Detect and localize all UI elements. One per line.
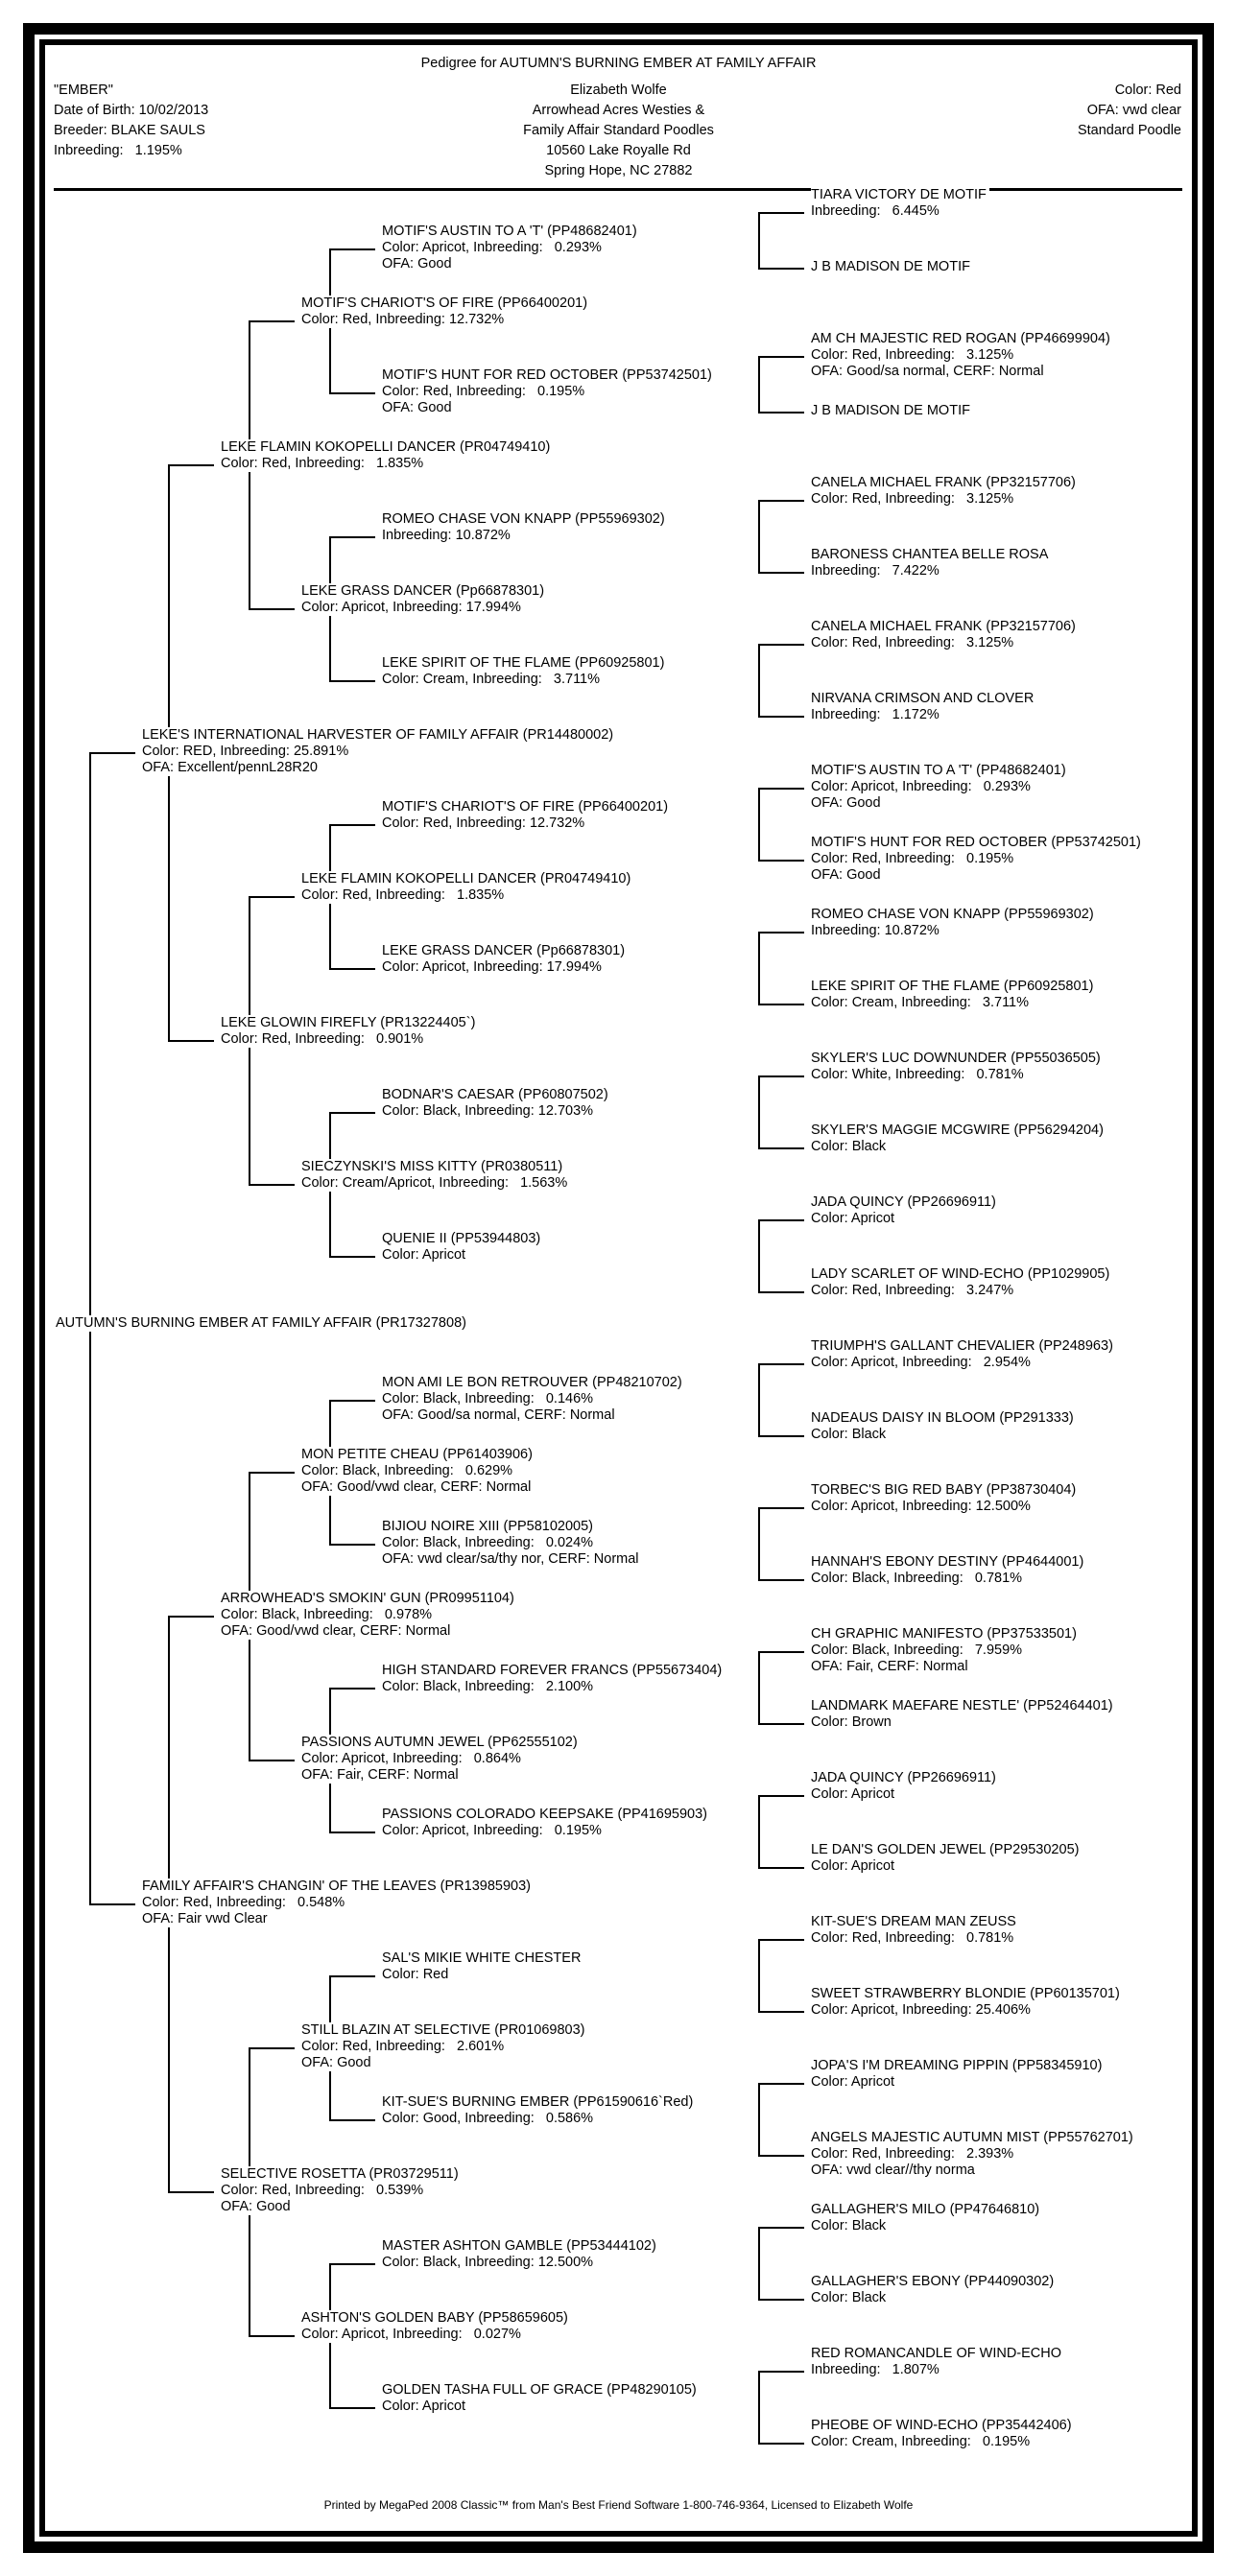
dog-name: SELECTIVE ROSETTA (PR03729511) [221, 2166, 459, 2182]
tree-connector-line [758, 1075, 804, 1077]
dog-detail-line: Color: Red, Inbreeding: 0.539% [221, 2183, 424, 2198]
tree-connector-line [758, 1219, 760, 1293]
dog-name: GOLDEN TASHA FULL OF GRACE (PP48290105) [382, 2382, 697, 2398]
dog-detail-line: Color: Black [811, 1427, 887, 1442]
pedigree-node [811, 2418, 1075, 2450]
dog-name: LE DAN'S GOLDEN JEWEL (PP29530205) [811, 1842, 1080, 1857]
tree-connector-line [758, 716, 804, 718]
tree-connector-line [758, 1291, 804, 1293]
pedigree-node [382, 367, 715, 416]
dog-name: QUENIE II (PP53944803) [382, 1231, 541, 1246]
pedigree-node [811, 403, 973, 419]
dog-detail-line: Color: Cream, Inbreeding: 0.195% [811, 2434, 1031, 2449]
dog-detail-line: Color: Apricot, Inbreeding: 0.027% [301, 2327, 521, 2342]
dog-name: LEKE GRASS DANCER (Pp66878301) [382, 943, 626, 958]
tree-connector-line [758, 1363, 804, 1365]
dog-name: KIT-SUE'S DREAM MAN ZEUSS [811, 1914, 1016, 1929]
tree-connector-line [168, 1616, 214, 1618]
dog-name: MOTIF'S CHARIOT'S OF FIRE (PP66400201) [382, 799, 669, 815]
dog-name: MON PETITE CHEAU (PP61403906) [301, 1447, 533, 1462]
dog-name: JADA QUINCY (PP26696911) [811, 1194, 996, 1210]
pedigree-node [382, 2382, 700, 2415]
dog-detail-line: Color: Red, Inbreeding: 12.732% [301, 312, 505, 327]
dog-detail-line: OFA: Good [811, 867, 881, 883]
pedigree-node [382, 2094, 696, 2127]
dog-detail-line: Color: Apricot [811, 2074, 895, 2090]
pedigree-node [382, 1807, 710, 1839]
dog-detail-line: Color: Red, Inbreeding: 3.125% [811, 347, 1014, 363]
tree-connector-line [758, 644, 804, 646]
dog-name: JOPA'S I'M DREAMING PIPPIN (PP58345910) [811, 2058, 1103, 2073]
dog-detail-line: Color: Cream, Inbreeding: 3.711% [811, 995, 1030, 1010]
dog-name: MOTIF'S CHARIOT'S OF FIRE (PP66400201) [301, 295, 588, 311]
tree-connector-line [758, 2371, 804, 2373]
owner-name: Elizabeth Wolfe [570, 83, 667, 98]
dog-name: J B MADISON DE MOTIF [811, 259, 970, 274]
tree-connector-line [758, 1939, 760, 2013]
tree-connector-line [329, 1832, 375, 1833]
pedigree-node [221, 1591, 517, 1640]
tree-connector-line [168, 464, 214, 466]
tree-connector-line [758, 1147, 804, 1149]
tree-connector-line [758, 212, 760, 270]
dog-detail-line: Color: Apricot [811, 1211, 895, 1226]
dog-name: TORBEC'S BIG RED BABY (PP38730404) [811, 1482, 1077, 1498]
tree-connector-line [758, 1723, 804, 1725]
dog-detail-line: Color: Apricot, Inbreeding: 25.406% [811, 2002, 1031, 2018]
tree-connector-line [758, 1867, 804, 1869]
pedigree-node [811, 619, 1079, 651]
pedigree-node [221, 439, 553, 472]
pedigree-node [811, 2058, 1105, 2091]
dog-detail-line: Color: Brown [811, 1714, 892, 1730]
dog-detail-line: Color: Red, Inbreeding: 12.732% [382, 815, 585, 831]
tree-connector-line [758, 1939, 804, 1941]
tree-connector-line [758, 356, 760, 414]
tree-connector-line [329, 2407, 375, 2409]
dog-detail-line: Color: Black, Inbreeding: 2.100% [382, 1679, 594, 1694]
dog-name: ROMEO CHASE VON KNAPP (PP55969302) [811, 907, 1094, 922]
tree-connector-line [249, 2047, 295, 2049]
pedigree-node [382, 943, 628, 976]
pedigree-node [811, 1986, 1123, 2019]
tree-connector-line [758, 1795, 804, 1797]
footer-text: Printed by MegaPed 2008 Classic™ from Man's Best Friend Software 1-800-746-9364, Licensed to Elizabeth Wolfe [323, 2498, 914, 2512]
tree-connector-line [758, 932, 804, 934]
tree-connector-line [329, 2263, 375, 2265]
dog-name: RED ROMANCANDLE OF WIND-ECHO [811, 2346, 1062, 2361]
dog-detail-line: Color: Black, Inbreeding: 0.629% [301, 1463, 513, 1478]
pedigree-node [811, 475, 1079, 508]
pedigree-node [382, 2238, 659, 2271]
pedigree-node [811, 2202, 1042, 2234]
tree-connector-line [758, 1579, 804, 1581]
dog-name: NIRVANA CRIMSON AND CLOVER [811, 691, 1035, 706]
tree-connector-line [329, 1544, 375, 1546]
pedigree-node [811, 1482, 1079, 1515]
dog-detail-line: Color: Cream, Inbreeding: 3.711% [382, 672, 601, 687]
dog-detail-line: OFA: Good/sa normal, CERF: Normal [382, 1407, 615, 1423]
dog-name: ROMEO CHASE VON KNAPP (PP55969302) [382, 511, 665, 527]
tree-connector-line [758, 268, 804, 270]
dog-name: SAL'S MIKIE WHITE CHESTER [382, 1950, 582, 1966]
dog-detail-line: Color: Red, Inbreeding: 1.835% [221, 456, 424, 471]
tree-connector-line [329, 968, 375, 970]
tree-connector-line [249, 320, 295, 322]
tree-connector-line [758, 1651, 760, 1725]
pedigree-node [811, 835, 1144, 884]
dog-detail-line: Color: Apricot, Inbreeding: 0.293% [811, 779, 1031, 794]
dog-name: LADY SCARLET OF WIND-ECHO (PP1029905) [811, 1266, 1110, 1282]
dog-detail-line: Color: Red, Inbreeding: 0.901% [221, 1031, 424, 1047]
dog-detail-line: OFA: Good/sa normal, CERF: Normal [811, 364, 1044, 379]
dog-detail-line: Inbreeding: 6.445% [811, 203, 940, 219]
tree-connector-line [758, 2083, 804, 2085]
tree-connector-line [758, 2227, 760, 2301]
call-name: "EMBER" [54, 83, 113, 98]
dog-detail-line: Color: RED, Inbreeding: 25.891% [142, 744, 349, 759]
dog-name: MASTER ASHTON GAMBLE (PP53444102) [382, 2238, 656, 2254]
dog-name: LEKE SPIRIT OF THE FLAME (PP60925801) [811, 979, 1094, 994]
pedigree-node [382, 1087, 611, 1120]
dog-detail-line: Inbreeding: 10.872% [811, 923, 940, 938]
pedigree-node [811, 2274, 1057, 2306]
tree-connector-line [329, 680, 375, 682]
tree-connector-line [758, 2227, 804, 2229]
dog-detail-line: Color: Black, Inbreeding: 12.703% [382, 1103, 594, 1119]
pedigree-node [382, 224, 640, 272]
dog-detail-line: OFA: Good [382, 400, 452, 415]
dog-detail-line: Inbreeding: 1.172% [811, 707, 940, 722]
ofa: OFA: vwd clear [1086, 103, 1181, 118]
dog-detail-line: Color: Apricot, Inbreeding: 17.994% [301, 600, 521, 615]
dog-name: KIT-SUE'S BURNING EMBER (PP61590616`Red) [382, 2094, 694, 2110]
dog-detail-line: OFA: Excellent/pennL28R20 [142, 760, 318, 775]
dog-name: ANGELS MAJESTIC AUTUMN MIST (PP55762701) [811, 2130, 1133, 2145]
tree-connector-line [758, 1004, 804, 1005]
pedigree-node [221, 1015, 478, 1048]
dog-name: BODNAR'S CAESAR (PP60807502) [382, 1087, 608, 1102]
tree-connector-line [758, 412, 804, 414]
pedigree-node [811, 1123, 1106, 1155]
pedigree-node [382, 1519, 642, 1568]
pedigree-node [811, 1194, 999, 1227]
tree-connector-line [758, 2011, 804, 2013]
pedigree-node [382, 655, 667, 688]
pedigree-node [811, 187, 989, 220]
dog-detail-line: Color: Red, Inbreeding: 3.247% [811, 1283, 1014, 1298]
pedigree-node [811, 1698, 1116, 1731]
tree-connector-line [89, 1903, 135, 1905]
dog-name: HANNAH'S EBONY DESTINY (PP4644001) [811, 1554, 1084, 1570]
tree-connector-line [249, 1184, 295, 1186]
dog-detail-line: OFA: Good [811, 795, 881, 811]
dog-name: STILL BLAZIN AT SELECTIVE (PR01069803) [301, 2022, 585, 2038]
dog-detail-line: Color: Black, Inbreeding: 0.146% [382, 1391, 594, 1406]
dog-name: FAMILY AFFAIR'S CHANGIN' OF THE LEAVES (PR13985903) [142, 1879, 531, 1894]
tree-connector-line [329, 248, 375, 250]
dog-name: BIJIOU NOIRE XIII (PP58102005) [382, 1519, 594, 1534]
pedigree-node [811, 331, 1113, 380]
dog-detail-line: Color: Apricot [382, 1247, 466, 1263]
dog-name: CANELA MICHAEL FRANK (PP32157706) [811, 475, 1076, 490]
dog-name: SIECZYNSKI'S MISS KITTY (PR0380511) [301, 1159, 563, 1174]
tree-connector-line [329, 536, 375, 538]
tree-connector-line [249, 896, 295, 898]
tree-connector-line [758, 2083, 760, 2157]
pedigree-node [811, 1770, 999, 1803]
dog-detail-line: Color: Black [811, 2218, 887, 2233]
tree-connector-line [758, 1219, 804, 1221]
tree-connector-line [249, 1472, 295, 1474]
pedigree-node [142, 727, 616, 776]
address-street: 10560 Lake Royalle Rd [546, 143, 691, 158]
dog-name: PASSIONS AUTUMN JEWEL (PP62555102) [301, 1735, 578, 1750]
dog-name: LEKE'S INTERNATIONAL HARVESTER OF FAMILY AFFAIR (PR14480002) [142, 727, 614, 743]
dog-detail-line: OFA: Good [221, 2199, 291, 2214]
dog-name: TRIUMPH'S GALLANT CHEVALIER (PP248963) [811, 1338, 1113, 1354]
dog-detail-line: Color: Red, Inbreeding: 1.835% [301, 887, 505, 903]
page-title: Pedigree for AUTUMN'S BURNING EMBER AT FAMILY AFFAIR [420, 56, 817, 71]
dog-name: MOTIF'S AUSTIN TO A 'T' (PP48682401) [382, 224, 637, 239]
tree-connector-line [329, 1112, 375, 1114]
dog-detail-line: Color: Black, Inbreeding: 7.959% [811, 1642, 1023, 1658]
dog-name: CANELA MICHAEL FRANK (PP32157706) [811, 619, 1076, 634]
tree-connector-line [758, 1651, 804, 1653]
dog-name: SKYLER'S MAGGIE MCGWIRE (PP56294204) [811, 1123, 1104, 1138]
dog-name: MOTIF'S AUSTIN TO A 'T' (PP48682401) [811, 763, 1066, 778]
dog-detail-line: OFA: vwd clear/sa/thy nor, CERF: Normal [382, 1551, 639, 1567]
pedigree-node [811, 1338, 1116, 1371]
tree-connector-line [758, 2443, 804, 2445]
dog-name: J B MADISON DE MOTIF [811, 403, 970, 418]
dog-name: TIARA VICTORY DE MOTIF [811, 187, 987, 202]
tree-connector-line [758, 500, 804, 502]
dog-detail-line: Inbreeding: 1.807% [811, 2362, 940, 2377]
dog-detail-line: Color: Red, Inbreeding: 3.125% [811, 491, 1014, 507]
dog-detail-line: Color: Red, Inbreeding: 3.125% [811, 635, 1014, 650]
dog-name: ASHTON'S GOLDEN BABY (PP58659605) [301, 2310, 568, 2326]
dog-name: ARROWHEAD'S SMOKIN' GUN (PR09951104) [221, 1591, 514, 1606]
dog-detail-line: OFA: Good/vwd clear, CERF: Normal [221, 1623, 451, 1639]
pedigree-node [382, 799, 671, 832]
pedigree-node [811, 547, 1051, 579]
dog-name: JADA QUINCY (PP26696911) [811, 1770, 996, 1785]
tree-connector-line [758, 788, 804, 790]
dog-detail-line: Color: Black [811, 2290, 887, 2305]
pedigree-node [382, 1231, 543, 1264]
tree-connector-line [758, 932, 760, 1005]
pedigree-node [301, 1735, 581, 1784]
tree-connector-line [329, 1975, 375, 1977]
pedigree-node [811, 1626, 1080, 1675]
dog-name: AM CH MAJESTIC RED ROGAN (PP46699904) [811, 331, 1110, 346]
dog-name: SWEET STRAWBERRY BLONDIE (PP60135701) [811, 1986, 1120, 2001]
dog-name: LEKE FLAMIN KOKOPELLI DANCER (PR04749410) [301, 871, 631, 886]
dog-detail-line: Color: Good, Inbreeding: 0.586% [382, 2111, 594, 2126]
tree-connector-line [249, 608, 295, 610]
tree-connector-line [758, 788, 760, 862]
tree-connector-line [758, 500, 760, 574]
dog-name: LEKE GRASS DANCER (Pp66878301) [301, 583, 545, 599]
kennel-line-1: Arrowhead Acres Westies & [532, 103, 705, 118]
tree-connector-line [89, 752, 135, 754]
dog-name: CH GRAPHIC MANIFESTO (PP37533501) [811, 1626, 1077, 1642]
tree-connector-line [758, 1507, 804, 1509]
pedigree-node [811, 2346, 1064, 2378]
dog-detail-line: Color: Black, Inbreeding: 0.781% [811, 1571, 1023, 1586]
pedigree-node [811, 691, 1036, 723]
dog-detail-line: Color: Black [811, 1139, 887, 1154]
dog-detail-line: Color: Apricot, Inbreeding: 12.500% [811, 1499, 1031, 1514]
dog-detail-line: Color: Black, Inbreeding: 0.024% [382, 1535, 594, 1550]
tree-connector-line [249, 2335, 295, 2337]
dog-name: PHEOBE OF WIND-ECHO (PP35442406) [811, 2418, 1072, 2433]
dog-detail-line: OFA: Fair, CERF: Normal [811, 1659, 968, 1674]
dog-name: LEKE GLOWIN FIREFLY (PR13224405`) [221, 1015, 476, 1030]
dog-detail-line: Color: Apricot, Inbreeding: 17.994% [382, 959, 602, 975]
color: Color: Red [1114, 83, 1181, 98]
tree-connector-line [758, 860, 804, 862]
pedigree-node [382, 1375, 685, 1424]
dog-name: AUTUMN'S BURNING EMBER AT FAMILY AFFAIR (PR17327808) [56, 1315, 466, 1331]
tree-connector-line [329, 1400, 375, 1402]
pedigree-node [811, 1914, 1019, 1947]
pedigree-node [811, 1842, 1082, 1875]
dog-detail-line: Color: Red, Inbreeding: 2.601% [301, 2039, 505, 2054]
tree-connector-line [758, 212, 804, 214]
pedigree-node [301, 2022, 588, 2071]
dog-detail-line: Color: Apricot, Inbreeding: 2.954% [811, 1355, 1031, 1370]
pedigree-node [811, 1554, 1086, 1587]
pedigree-node [811, 1051, 1104, 1083]
tree-connector-line [329, 1256, 375, 1258]
tree-connector-line [758, 356, 804, 358]
dog-name: BARONESS CHANTEA BELLE ROSA [811, 547, 1049, 562]
dog-detail-line: Color: Apricot [811, 1786, 895, 1802]
dog-name: PASSIONS COLORADO KEEPSAKE (PP41695903) [382, 1807, 708, 1822]
tree-connector-line [168, 2191, 214, 2193]
pedigree-node [221, 2166, 462, 2215]
tree-connector-line [758, 1435, 804, 1437]
dog-name: LEKE SPIRIT OF THE FLAME (PP60925801) [382, 655, 665, 671]
dog-detail-line: Inbreeding: 7.422% [811, 563, 940, 579]
pedigree-node [301, 583, 547, 616]
tree-connector-line [168, 1040, 214, 1042]
pedigree-node [142, 1879, 534, 1927]
tree-connector-line [758, 1075, 760, 1149]
dog-detail-line: Color: Apricot [382, 2399, 466, 2414]
pedigree-node [301, 871, 633, 904]
dog-name: LEKE FLAMIN KOKOPELLI DANCER (PR04749410) [221, 439, 551, 455]
dog-detail-line: Color: Red, Inbreeding: 0.781% [811, 1930, 1014, 1946]
tree-connector-line [329, 2119, 375, 2121]
date-of-birth: Date of Birth: 10/02/2013 [54, 103, 209, 118]
dog-detail-line: Color: Red, Inbreeding: 2.393% [811, 2146, 1014, 2162]
tree-connector-line [329, 1688, 375, 1690]
dog-detail-line: OFA: Fair, CERF: Normal [301, 1767, 459, 1783]
tree-connector-line [758, 2155, 804, 2157]
dog-detail-line: Color: Apricot [811, 1858, 895, 1874]
pedigree-node [382, 511, 668, 544]
dog-name: MOTIF'S HUNT FOR RED OCTOBER (PP53742501) [811, 835, 1141, 850]
dog-name: GALLAGHER'S EBONY (PP44090302) [811, 2274, 1055, 2289]
pedigree-node [382, 1950, 583, 1983]
dog-detail-line: Color: Apricot, Inbreeding: 0.864% [301, 1751, 521, 1766]
dog-detail-line: OFA: Good [301, 2055, 371, 2070]
address-city: Spring Hope, NC 27882 [544, 163, 693, 178]
dog-detail-line: Color: Red [382, 1967, 449, 1982]
dog-detail-line: Color: Red, Inbreeding: 0.195% [811, 851, 1014, 866]
pedigree-node [301, 1447, 535, 1496]
tree-connector-line [758, 1507, 760, 1581]
pedigree-node [382, 1663, 725, 1695]
dog-name: SKYLER'S LUC DOWNUNDER (PP55036505) [811, 1051, 1101, 1066]
dog-detail-line: Color: Black, Inbreeding: 0.978% [221, 1607, 433, 1622]
tree-connector-line [758, 572, 804, 574]
dog-detail-line: OFA: vwd clear//thy norma [811, 2162, 975, 2178]
pedigree-node [301, 1159, 570, 1192]
dog-name: MOTIF'S HUNT FOR RED OCTOBER (PP53742501) [382, 367, 712, 383]
pedigree-node [811, 2130, 1136, 2179]
dog-detail-line: Color: Cream/Apricot, Inbreeding: 1.563% [301, 1175, 568, 1191]
pedigree-root-node [56, 1315, 469, 1332]
breed: Standard Poodle [1077, 123, 1181, 138]
pedigree-node [301, 2310, 571, 2343]
inbreeding: Inbreeding: 1.195% [54, 143, 182, 158]
pedigree-node [811, 1410, 1077, 1443]
dog-detail-line: OFA: Fair vwd Clear [142, 1911, 268, 1926]
dog-name: MON AMI LE BON RETROUVER (PP48210702) [382, 1375, 682, 1390]
tree-connector-line [329, 824, 375, 826]
pedigree-node [811, 979, 1096, 1011]
pedigree-node [301, 295, 590, 328]
dog-name: NADEAUS DAISY IN BLOOM (PP291333) [811, 1410, 1074, 1426]
tree-connector-line [758, 2299, 804, 2301]
dog-detail-line: Color: Apricot, Inbreeding: 0.293% [382, 240, 602, 255]
tree-connector-line [758, 644, 760, 718]
dog-detail-line: Color: Red, Inbreeding: 0.548% [142, 1895, 345, 1910]
pedigree-node [811, 259, 973, 275]
dog-detail-line: OFA: Good/vwd clear, CERF: Normal [301, 1479, 532, 1495]
header-divider [54, 188, 1182, 191]
dog-name: LANDMARK MAEFARE NESTLE' (PP52464401) [811, 1698, 1113, 1713]
dog-detail-line: Color: Apricot, Inbreeding: 0.195% [382, 1823, 602, 1838]
breeder: Breeder: BLAKE SAULS [54, 123, 205, 138]
dog-detail-line: Color: Black, Inbreeding: 12.500% [382, 2255, 594, 2270]
dog-detail-line: Color: White, Inbreeding: 0.781% [811, 1067, 1024, 1082]
kennel-line-2: Family Affair Standard Poodles [523, 123, 714, 138]
dog-detail-line: Color: Red, Inbreeding: 0.195% [382, 384, 585, 399]
tree-connector-line [329, 392, 375, 394]
dog-name: HIGH STANDARD FOREVER FRANCS (PP55673404) [382, 1663, 723, 1678]
pedigree-node [811, 763, 1069, 812]
dog-name: GALLAGHER'S MILO (PP47646810) [811, 2202, 1040, 2217]
pedigree-node [811, 907, 1097, 939]
tree-connector-line [758, 1363, 760, 1437]
tree-connector-line [758, 1795, 760, 1869]
dog-detail-line: Inbreeding: 10.872% [382, 528, 511, 543]
dog-detail-line: OFA: Good [382, 256, 452, 272]
tree-connector-line [249, 1760, 295, 1761]
tree-connector-line [758, 2371, 760, 2445]
pedigree-node [811, 1266, 1112, 1299]
